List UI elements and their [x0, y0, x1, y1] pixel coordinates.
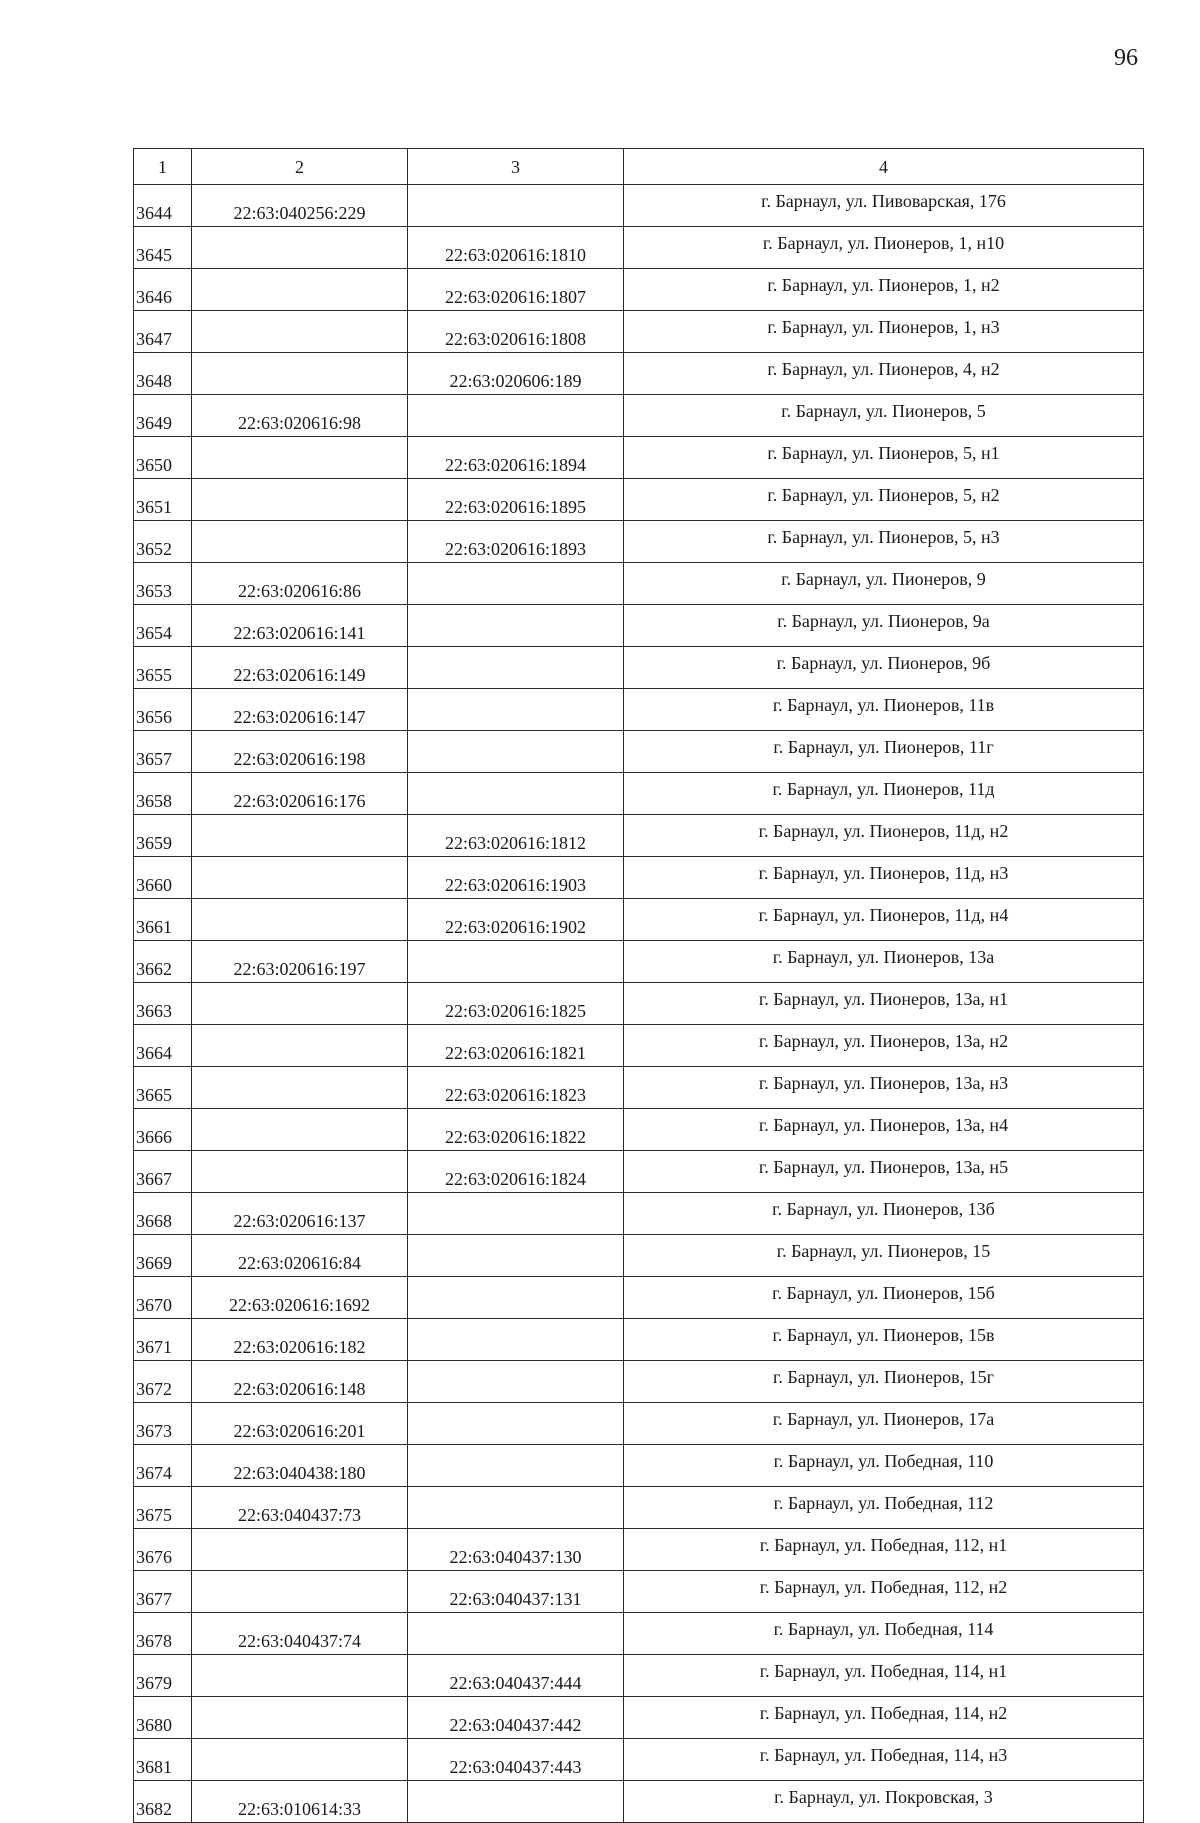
row-number-cell: 3673 [134, 1403, 192, 1445]
premises-number-cell: 22:63:040437:130 [408, 1529, 624, 1571]
address-cell: г. Барнаул, ул. Пионеров, 5, н3 [624, 521, 1144, 563]
table-row [134, 1403, 1144, 1445]
premises-number-cell [408, 1781, 624, 1823]
table-row [134, 899, 1144, 941]
premises-number-cell [408, 773, 624, 815]
address-cell: г. Барнаул, ул. Победная, 112, н2 [624, 1571, 1144, 1613]
premises-number-cell [408, 1235, 624, 1277]
address-cell: г. Барнаул, ул. Пионеров, 5, н2 [624, 479, 1144, 521]
cadastral-number-cell [192, 353, 408, 395]
row-number-cell: 3663 [134, 983, 192, 1025]
row-number-cell: 3680 [134, 1697, 192, 1739]
table-row [134, 1739, 1144, 1781]
row-number-cell: 3654 [134, 605, 192, 647]
premises-number-cell: 22:63:020616:1894 [408, 437, 624, 479]
premises-number-cell [408, 1193, 624, 1235]
address-cell: г. Барнаул, ул. Пионеров, 15б [624, 1277, 1144, 1319]
address-cell: г. Барнаул, ул. Пионеров, 11д, н2 [624, 815, 1144, 857]
cadastral-number-cell [192, 269, 408, 311]
premises-number-cell [408, 563, 624, 605]
table-row [134, 731, 1144, 773]
premises-number-cell: 22:63:020616:1812 [408, 815, 624, 857]
cadastral-number-cell [192, 857, 408, 899]
table-row [134, 1277, 1144, 1319]
address-cell: г. Барнаул, ул. Пионеров, 11д, н4 [624, 899, 1144, 941]
address-cell: г. Барнаул, ул. Пионеров, 11в [624, 689, 1144, 731]
address-cell: г. Барнаул, ул. Пионеров, 1, н10 [624, 227, 1144, 269]
address-cell: г. Барнаул, ул. Пионеров, 17а [624, 1403, 1144, 1445]
table-row [134, 1109, 1144, 1151]
premises-number-cell: 22:63:020616:1895 [408, 479, 624, 521]
cadastral-number-cell: 22:63:020616:141 [192, 605, 408, 647]
address-cell: г. Барнаул, ул. Пионеров, 13а, н5 [624, 1151, 1144, 1193]
row-number-cell: 3644 [134, 185, 192, 227]
row-number-cell: 3676 [134, 1529, 192, 1571]
row-number-cell: 3672 [134, 1361, 192, 1403]
registry-table [133, 148, 1144, 1823]
table-row [134, 605, 1144, 647]
table-row [134, 647, 1144, 689]
premises-number-cell [408, 689, 624, 731]
premises-number-cell: 22:63:020616:1893 [408, 521, 624, 563]
address-cell: г. Барнаул, ул. Пионеров, 13б [624, 1193, 1144, 1235]
table-row [134, 1655, 1144, 1697]
cadastral-number-cell: 22:63:020616:86 [192, 563, 408, 605]
premises-number-cell [408, 941, 624, 983]
table-row [134, 227, 1144, 269]
cadastral-number-cell: 22:63:020616:198 [192, 731, 408, 773]
header-col-3: 3 [408, 149, 624, 185]
table-row [134, 185, 1144, 227]
address-cell: г. Барнаул, ул. Пионеров, 15 [624, 1235, 1144, 1277]
cadastral-number-cell [192, 1151, 408, 1193]
row-number-cell: 3652 [134, 521, 192, 563]
premises-number-cell: 22:63:020616:1825 [408, 983, 624, 1025]
premises-number-cell: 22:63:040437:443 [408, 1739, 624, 1781]
cadastral-number-cell: 22:63:020616:176 [192, 773, 408, 815]
row-number-cell: 3675 [134, 1487, 192, 1529]
premises-number-cell: 22:63:040437:442 [408, 1697, 624, 1739]
row-number-cell: 3649 [134, 395, 192, 437]
table-row [134, 269, 1144, 311]
table-header [134, 149, 1144, 185]
premises-number-cell [408, 1277, 624, 1319]
cadastral-number-cell [192, 479, 408, 521]
premises-number-cell [408, 731, 624, 773]
table-row [134, 1235, 1144, 1277]
premises-number-cell [408, 1319, 624, 1361]
cadastral-number-cell: 22:63:020616:197 [192, 941, 408, 983]
address-cell: г. Барнаул, ул. Пионеров, 9 [624, 563, 1144, 605]
table-row [134, 941, 1144, 983]
premises-number-cell: 22:63:040437:131 [408, 1571, 624, 1613]
address-cell: г. Барнаул, ул. Победная, 114, н3 [624, 1739, 1144, 1781]
premises-number-cell: 22:63:020616:1808 [408, 311, 624, 353]
premises-number-cell [408, 1487, 624, 1529]
premises-number-cell [408, 1361, 624, 1403]
address-cell: г. Барнаул, ул. Пионеров, 13а, н4 [624, 1109, 1144, 1151]
address-cell: г. Барнаул, ул. Пионеров, 5 [624, 395, 1144, 437]
row-number-cell: 3648 [134, 353, 192, 395]
address-cell: г. Барнаул, ул. Победная, 110 [624, 1445, 1144, 1487]
table-row [134, 773, 1144, 815]
cadastral-number-cell: 22:63:040438:180 [192, 1445, 408, 1487]
cadastral-number-cell [192, 1739, 408, 1781]
row-number-cell: 3669 [134, 1235, 192, 1277]
row-number-cell: 3656 [134, 689, 192, 731]
premises-number-cell: 22:63:020616:1810 [408, 227, 624, 269]
premises-number-cell: 22:63:020616:1807 [408, 269, 624, 311]
table-row [134, 563, 1144, 605]
table-body [134, 185, 1144, 1823]
table-row [134, 1697, 1144, 1739]
cadastral-number-cell: 22:63:020616:98 [192, 395, 408, 437]
row-number-cell: 3661 [134, 899, 192, 941]
table-row [134, 1025, 1144, 1067]
row-number-cell: 3660 [134, 857, 192, 899]
cadastral-number-cell [192, 1697, 408, 1739]
row-number-cell: 3665 [134, 1067, 192, 1109]
row-number-cell: 3662 [134, 941, 192, 983]
row-number-cell: 3671 [134, 1319, 192, 1361]
premises-number-cell [408, 1445, 624, 1487]
row-number-cell: 3664 [134, 1025, 192, 1067]
address-cell: г. Барнаул, ул. Пивоварская, 176 [624, 185, 1144, 227]
row-number-cell: 3657 [134, 731, 192, 773]
row-number-cell: 3653 [134, 563, 192, 605]
row-number-cell: 3670 [134, 1277, 192, 1319]
premises-number-cell: 22:63:020616:1821 [408, 1025, 624, 1067]
cadastral-number-cell: 22:63:020616:148 [192, 1361, 408, 1403]
address-cell: г. Барнаул, ул. Пионеров, 9а [624, 605, 1144, 647]
premises-number-cell: 22:63:020616:1824 [408, 1151, 624, 1193]
cadastral-number-cell [192, 521, 408, 563]
cadastral-number-cell: 22:63:020616:201 [192, 1403, 408, 1445]
premises-number-cell [408, 185, 624, 227]
address-cell: г. Барнаул, ул. Пионеров, 15в [624, 1319, 1144, 1361]
cadastral-number-cell [192, 437, 408, 479]
premises-number-cell: 22:63:020616:1823 [408, 1067, 624, 1109]
header-col-1: 1 [134, 149, 192, 185]
row-number-cell: 3666 [134, 1109, 192, 1151]
header-col-4: 4 [624, 149, 1144, 185]
table-row [134, 1529, 1144, 1571]
table-row [134, 1067, 1144, 1109]
table-row [134, 395, 1144, 437]
table-row [134, 521, 1144, 563]
cadastral-number-cell [192, 815, 408, 857]
row-number-cell: 3646 [134, 269, 192, 311]
address-cell: г. Барнаул, ул. Пионеров, 11д, н3 [624, 857, 1144, 899]
table-row [134, 1445, 1144, 1487]
cadastral-number-cell [192, 1109, 408, 1151]
cadastral-number-cell [192, 1025, 408, 1067]
cadastral-number-cell [192, 1067, 408, 1109]
premises-number-cell: 22:63:020606:189 [408, 353, 624, 395]
cadastral-number-cell: 22:63:040437:73 [192, 1487, 408, 1529]
row-number-cell: 3659 [134, 815, 192, 857]
premises-number-cell [408, 395, 624, 437]
address-cell: г. Барнаул, ул. Пионеров, 13а, н3 [624, 1067, 1144, 1109]
address-cell: г. Барнаул, ул. Пионеров, 1, н2 [624, 269, 1144, 311]
row-number-cell: 3650 [134, 437, 192, 479]
address-cell: г. Барнаул, ул. Пионеров, 5, н1 [624, 437, 1144, 479]
premises-number-cell [408, 1613, 624, 1655]
table-row [134, 1487, 1144, 1529]
cadastral-number-cell: 22:63:020616:149 [192, 647, 408, 689]
table-row [134, 1319, 1144, 1361]
cadastral-number-cell [192, 1655, 408, 1697]
row-number-cell: 3678 [134, 1613, 192, 1655]
address-cell: г. Барнаул, ул. Пионеров, 13а, н2 [624, 1025, 1144, 1067]
address-cell: г. Барнаул, ул. Пионеров, 4, н2 [624, 353, 1144, 395]
table-row [134, 857, 1144, 899]
table-row [134, 353, 1144, 395]
address-cell: г. Барнаул, ул. Победная, 114, н2 [624, 1697, 1144, 1739]
row-number-cell: 3647 [134, 311, 192, 353]
table-row [134, 479, 1144, 521]
table-row [134, 437, 1144, 479]
address-cell: г. Барнаул, ул. Пионеров, 13а [624, 941, 1144, 983]
row-number-cell: 3645 [134, 227, 192, 269]
cadastral-number-cell [192, 1571, 408, 1613]
address-cell: г. Барнаул, ул. Пионеров, 9б [624, 647, 1144, 689]
table-row [134, 1361, 1144, 1403]
address-cell: г. Барнаул, ул. Покровская, 3 [624, 1781, 1144, 1823]
row-number-cell: 3668 [134, 1193, 192, 1235]
premises-number-cell [408, 605, 624, 647]
table-row [134, 1781, 1144, 1823]
table-row [134, 983, 1144, 1025]
premises-number-cell: 22:63:020616:1822 [408, 1109, 624, 1151]
cadastral-number-cell [192, 899, 408, 941]
cadastral-number-cell: 22:63:020616:84 [192, 1235, 408, 1277]
cadastral-number-cell: 22:63:040256:229 [192, 185, 408, 227]
address-cell: г. Барнаул, ул. Пионеров, 13а, н1 [624, 983, 1144, 1025]
premises-number-cell [408, 1403, 624, 1445]
row-number-cell: 3674 [134, 1445, 192, 1487]
header-row [134, 149, 1144, 185]
address-cell: г. Барнаул, ул. Пионеров, 11г [624, 731, 1144, 773]
address-cell: г. Барнаул, ул. Победная, 112 [624, 1487, 1144, 1529]
cadastral-number-cell [192, 311, 408, 353]
table-row [134, 311, 1144, 353]
table-row [134, 1613, 1144, 1655]
table-row [134, 689, 1144, 731]
cadastral-number-cell: 22:63:020616:1692 [192, 1277, 408, 1319]
header-col-2: 2 [192, 149, 408, 185]
cadastral-number-cell [192, 983, 408, 1025]
cadastral-number-cell [192, 227, 408, 269]
premises-number-cell [408, 647, 624, 689]
address-cell: г. Барнаул, ул. Пионеров, 15г [624, 1361, 1144, 1403]
cadastral-number-cell: 22:63:020616:182 [192, 1319, 408, 1361]
cadastral-number-cell: 22:63:020616:137 [192, 1193, 408, 1235]
address-cell: г. Барнаул, ул. Победная, 114 [624, 1613, 1144, 1655]
row-number-cell: 3682 [134, 1781, 192, 1823]
cadastral-number-cell: 22:63:020616:147 [192, 689, 408, 731]
row-number-cell: 3651 [134, 479, 192, 521]
address-cell: г. Барнаул, ул. Победная, 114, н1 [624, 1655, 1144, 1697]
row-number-cell: 3677 [134, 1571, 192, 1613]
cadastral-number-cell [192, 1529, 408, 1571]
premises-number-cell: 22:63:020616:1903 [408, 857, 624, 899]
cadastral-number-cell: 22:63:040437:74 [192, 1613, 408, 1655]
table-row [134, 1193, 1144, 1235]
premises-number-cell: 22:63:020616:1902 [408, 899, 624, 941]
address-cell: г. Барнаул, ул. Пионеров, 1, н3 [624, 311, 1144, 353]
row-number-cell: 3667 [134, 1151, 192, 1193]
table-row [134, 1571, 1144, 1613]
row-number-cell: 3655 [134, 647, 192, 689]
premises-number-cell: 22:63:040437:444 [408, 1655, 624, 1697]
page-number: 96 [1114, 45, 1138, 71]
row-number-cell: 3679 [134, 1655, 192, 1697]
row-number-cell: 3681 [134, 1739, 192, 1781]
address-cell: г. Барнаул, ул. Пионеров, 11д [624, 773, 1144, 815]
cadastral-number-cell: 22:63:010614:33 [192, 1781, 408, 1823]
table-row [134, 815, 1144, 857]
address-cell: г. Барнаул, ул. Победная, 112, н1 [624, 1529, 1144, 1571]
row-number-cell: 3658 [134, 773, 192, 815]
table-row [134, 1151, 1144, 1193]
